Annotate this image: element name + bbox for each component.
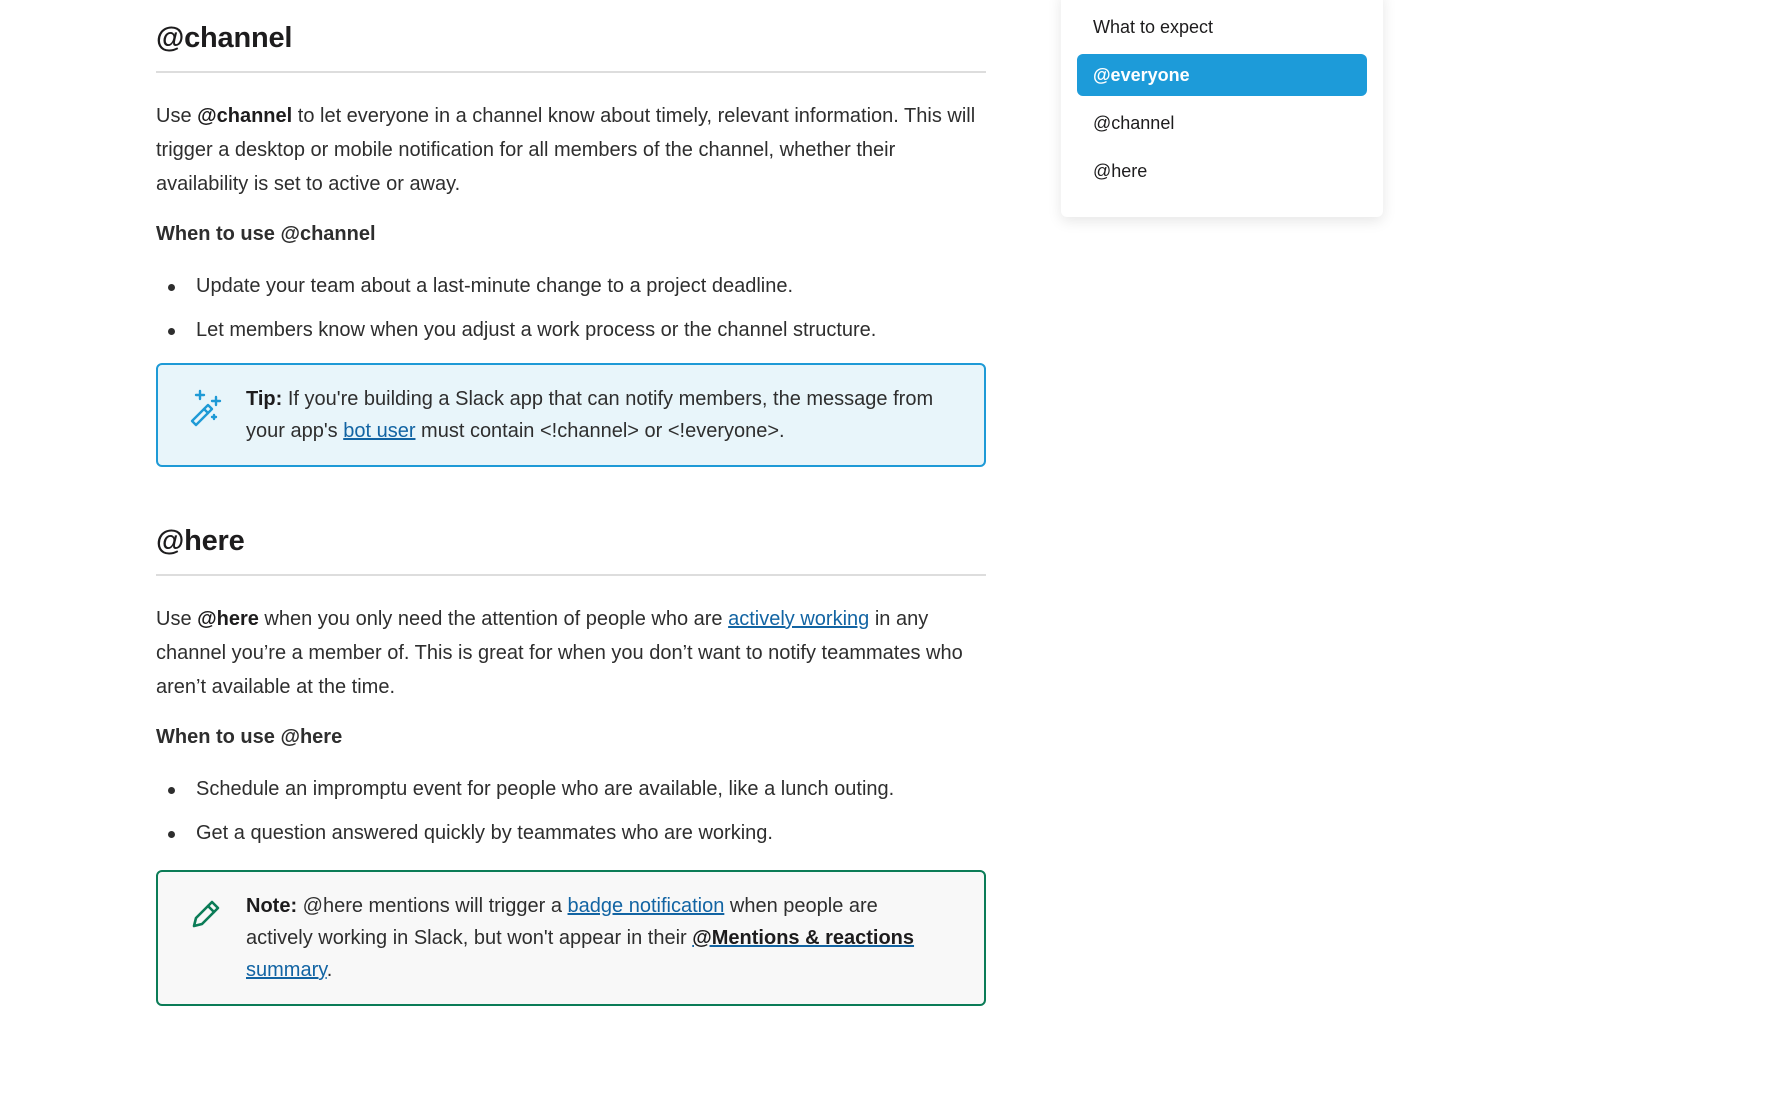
- intro-bold: @here: [197, 608, 259, 630]
- intro-text: when you only need the attention of people who are: [258, 608, 729, 630]
- toc-item-everyone[interactable]: @everyone: [1077, 54, 1367, 96]
- bullet-list: [156, 774, 986, 848]
- pencil-icon: [186, 894, 226, 934]
- section-title-channel: @channel: [156, 22, 986, 73]
- note-text: when people are actively working in Slack, but won't appear in their: [246, 895, 878, 949]
- article-content: [156, 0, 986, 1006]
- here-intro: [156, 602, 986, 704]
- when-to-use-heading: When to use @channel: [156, 223, 376, 245]
- list-item: Let members know when you adjust a work process or the channel structure.: [156, 315, 986, 345]
- tip-label: Tip:: [246, 388, 283, 410]
- list-item: Schedule an impromptu event for people who are available, like a lunch outing.: [156, 774, 986, 804]
- note-text: .: [326, 959, 333, 981]
- toc-item-channel[interactable]: @channel: [1093, 113, 1175, 133]
- table-of-contents: [1061, 0, 1383, 217]
- note-text: @here mentions will trigger a: [297, 895, 568, 917]
- list-item: Get a question answered quickly by teammates who are working.: [156, 818, 986, 848]
- tip-callout: [156, 363, 986, 467]
- section-title-here: @here: [156, 525, 986, 576]
- toc-item-here[interactable]: @here: [1093, 161, 1148, 181]
- bot-user-link[interactable]: bot user: [343, 420, 416, 442]
- list-item: Update your team about a last-minute change to a project deadline.: [156, 271, 986, 301]
- tip-text: must contain <!channel> or <!everyone>.: [415, 420, 785, 442]
- intro-text: Use: [156, 105, 198, 127]
- mentions-reactions-link[interactable]: @Mentions & reactions summary: [246, 927, 915, 981]
- tip-text: If you're building a Slack app that can notify members, the message from your app's: [246, 388, 934, 442]
- note-label: Note:: [246, 895, 298, 917]
- channel-intro: [156, 99, 986, 201]
- toc-item-what-to-expect[interactable]: What to expect: [1093, 17, 1214, 37]
- magic-wand-icon: [186, 387, 226, 427]
- badge-notification-link[interactable]: badge notification: [567, 895, 725, 917]
- actively-working-link[interactable]: actively working: [728, 608, 870, 630]
- when-to-use-heading: When to use @here: [156, 726, 343, 748]
- intro-text: in any channel you’re a member of. This is great for when you don’t want to notify teammates who aren’t available at the time.: [156, 608, 963, 698]
- intro-text: to let everyone in a channel know about timely, relevant information. This will trigger a desktop or mobile notification for all members of the channel, whether their availability is set to active or away.: [156, 105, 976, 195]
- section-channel: [156, 22, 986, 467]
- intro-text: Use: [156, 608, 198, 630]
- section-here: [156, 525, 986, 1006]
- note-callout: [156, 870, 986, 1006]
- intro-bold: @channel: [197, 105, 293, 127]
- bullet-list: [156, 271, 986, 345]
